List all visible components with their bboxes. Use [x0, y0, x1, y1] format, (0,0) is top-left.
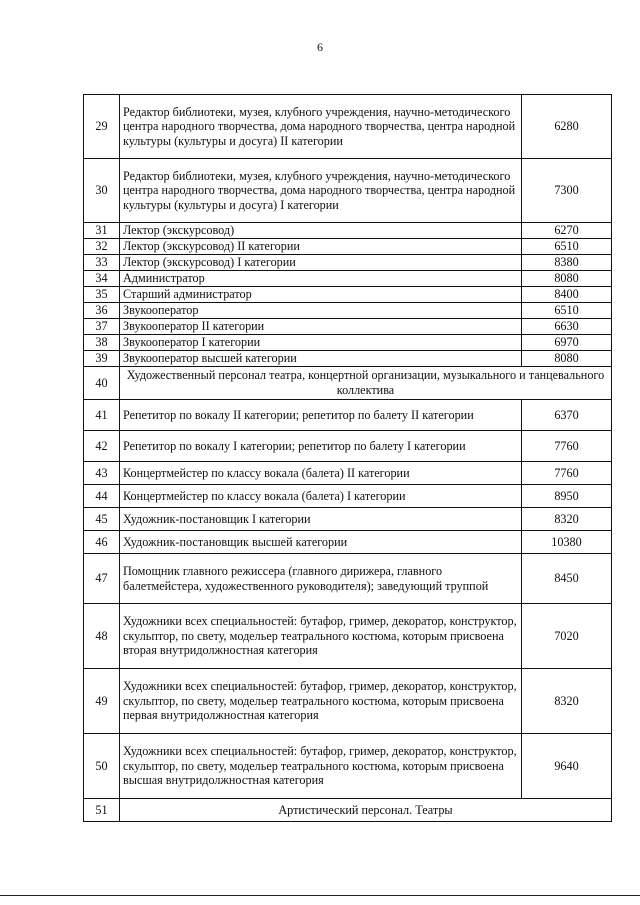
position-name: Звукооператор II категории	[120, 319, 522, 335]
salary-amount: 8080	[522, 351, 612, 367]
row-number: 37	[84, 319, 120, 335]
position-name: Репетитор по вокалу I категории; репетитор по балету I категории	[120, 431, 522, 462]
table-row	[84, 531, 612, 554]
salary-amount: 8450	[522, 554, 612, 604]
row-number: 35	[84, 287, 120, 303]
row-number: 36	[84, 303, 120, 319]
salary-amount: 6370	[522, 400, 612, 431]
salary-amount: 8320	[522, 508, 612, 531]
position-name: Художники всех специальностей: бутафор, гример, декоратор, конструктор, скульптор, по свету, модельер театрального костюма, которым присвоена первая внутридолжностная категория	[120, 669, 522, 734]
position-name: Лектор (экскурсовод) II категории	[120, 239, 522, 255]
row-number: 41	[84, 400, 120, 431]
table-row	[84, 223, 612, 239]
salary-amount: 7300	[522, 159, 612, 223]
row-number: 40	[84, 367, 120, 400]
table-row	[84, 255, 612, 271]
table-row	[84, 287, 612, 303]
row-number: 33	[84, 255, 120, 271]
position-name: Звукооператор	[120, 303, 522, 319]
position-name: Звукооператор высшей категории	[120, 351, 522, 367]
section-heading: Артистический персонал. Театры	[120, 799, 612, 822]
table-row	[84, 431, 612, 462]
position-name: Звукооператор I категории	[120, 335, 522, 351]
table-row	[84, 271, 612, 287]
position-name: Помощник главного режиссера (главного дирижера, главного балетмейстера, художественного руководителя); заведующий труппой	[120, 554, 522, 604]
table-row	[84, 239, 612, 255]
salary-amount: 10380	[522, 531, 612, 554]
row-number: 43	[84, 462, 120, 485]
salary-amount: 9640	[522, 734, 612, 799]
table-row	[84, 508, 612, 531]
row-number: 42	[84, 431, 120, 462]
salary-amount: 7020	[522, 604, 612, 669]
salary-amount: 7760	[522, 462, 612, 485]
row-number: 49	[84, 669, 120, 734]
table-row	[84, 604, 612, 669]
position-name: Лектор (экскурсовод) I категории	[120, 255, 522, 271]
table-row	[84, 303, 612, 319]
position-name: Художники всех специальностей: бутафор, гример, декоратор, конструктор, скульптор, по свету, модельер театрального костюма, которым присвоена вторая внутридолжностная категория	[120, 604, 522, 669]
table-row	[84, 400, 612, 431]
salary-amount: 8320	[522, 669, 612, 734]
row-number: 30	[84, 159, 120, 223]
table-row	[84, 734, 612, 799]
table-row	[84, 669, 612, 734]
table-row	[84, 554, 612, 604]
table-row	[84, 319, 612, 335]
salary-amount: 8400	[522, 287, 612, 303]
row-number: 47	[84, 554, 120, 604]
position-name: Администратор	[120, 271, 522, 287]
section-row	[84, 367, 612, 400]
salary-table	[83, 94, 612, 822]
salary-amount: 6630	[522, 319, 612, 335]
table-row	[84, 462, 612, 485]
salary-table-body	[84, 95, 612, 822]
section-heading: Художественный персонал театра, концертной организации, музыкального и танцевального коллектива	[120, 367, 612, 400]
table-row	[84, 95, 612, 159]
salary-amount: 6510	[522, 303, 612, 319]
position-name: Редактор библиотеки, музея, клубного учреждения, научно-методического центра народного творчества, дома народного творчества, центра народной культуры (культуры и досуга) II категории	[120, 95, 522, 159]
page-number: 6	[317, 40, 323, 54]
table-row	[84, 351, 612, 367]
salary-amount: 8380	[522, 255, 612, 271]
row-number: 38	[84, 335, 120, 351]
position-name: Старший администратор	[120, 287, 522, 303]
salary-amount: 6270	[522, 223, 612, 239]
table-row	[84, 335, 612, 351]
section-row	[84, 799, 612, 822]
position-name: Художник-постановщик I категории	[120, 508, 522, 531]
position-name: Концертмейстер по классу вокала (балета) I категории	[120, 485, 522, 508]
position-name: Репетитор по вокалу II категории; репетитор по балету II категории	[120, 400, 522, 431]
bottom-rule	[0, 895, 640, 896]
position-name: Лектор (экскурсовод)	[120, 223, 522, 239]
row-number: 45	[84, 508, 120, 531]
salary-amount: 7760	[522, 431, 612, 462]
position-name: Художник-постановщик высшей категории	[120, 531, 522, 554]
row-number: 48	[84, 604, 120, 669]
row-number: 44	[84, 485, 120, 508]
row-number: 51	[84, 799, 120, 822]
row-number: 34	[84, 271, 120, 287]
position-name: Художники всех специальностей: бутафор, гример, декоратор, конструктор, скульптор, по свету, модельер театрального костюма, которым присвоена высшая внутридолжностная категория	[120, 734, 522, 799]
table-row	[84, 485, 612, 508]
position-name: Редактор библиотеки, музея, клубного учреждения, научно-методического центра народного творчества, дома народного творчества, центра народной культуры (культуры и досуга) I категории	[120, 159, 522, 223]
row-number: 39	[84, 351, 120, 367]
row-number: 50	[84, 734, 120, 799]
salary-amount: 6280	[522, 95, 612, 159]
row-number: 46	[84, 531, 120, 554]
salary-amount: 6970	[522, 335, 612, 351]
row-number: 31	[84, 223, 120, 239]
salary-amount: 6510	[522, 239, 612, 255]
row-number: 32	[84, 239, 120, 255]
salary-amount: 8950	[522, 485, 612, 508]
position-name: Концертмейстер по классу вокала (балета) II категории	[120, 462, 522, 485]
salary-amount: 8080	[522, 271, 612, 287]
row-number: 29	[84, 95, 120, 159]
table-row	[84, 159, 612, 223]
